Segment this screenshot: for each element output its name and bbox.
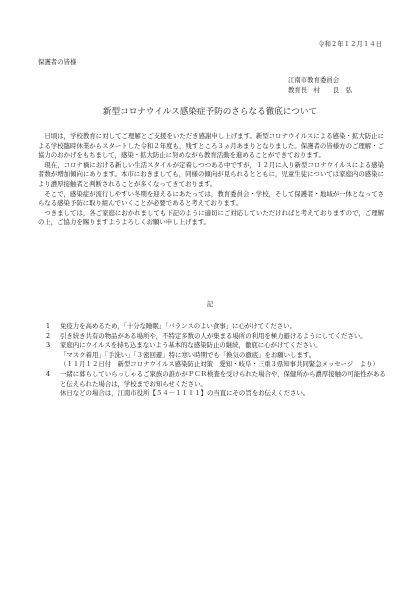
item-number: 3 <box>46 341 51 350</box>
item-text <box>60 341 386 370</box>
item-number: 1 <box>46 322 51 330</box>
list-item <box>46 322 386 332</box>
document-title: 新型コロナウイルス感染症予防のさらなる徹底について <box>102 107 318 117</box>
item-line: 免疫力を高めるため，「十分な睡眠」「バランスのよい食事」に心がけてください。 <box>60 322 296 330</box>
body-paragraph: 日頃は，学校教育に対してご理解とご支援をいただき感謝申し上げます。新型コロナウイルスによる感染・拡大防止による学校臨時休業からスタートした令和２年度も，残すところ３ヵ月あまりとなりました。保護者の皆様方のご理解・ご協力のおかげをもちまして，感染・拡大防止に努めながら教育活動を進めることができております。 <box>38 132 384 160</box>
item-text <box>60 322 386 332</box>
item-line: 一緒に暮らしていらっしゃるご家族の誰かがＰＣＲ検査を受けられた場合や，保健所から濃厚接触の可能性があると伝えられた場合は，学校までお知らせください。 <box>60 370 386 388</box>
sender-block <box>288 76 352 95</box>
list-item <box>46 370 386 399</box>
list-item <box>46 341 386 370</box>
body-paragraph: つきましては，各ご家庭におかれましても下記のように適切にご対応していただければと考えておりますので，ご理解の上，ご協力を賜りますようよろしくお願い申し上げます。 <box>38 208 384 227</box>
item-line: （１１月１２日付 新型コロナウイルス感染防止対策 愛知・岐阜・三重３県知事共同緊急メッセージ より） <box>60 360 379 369</box>
body-paragraph: 現在，コロナ禍における新しい生活スタイルが定着しつつある中ですが，１２月に入り新型コロナウイルスによる感染者数が増加傾向にあります。本市におきましても，同様の傾向が見られるとともに，児童生徒については家庭内の感染により濃厚接触者と判断されることが多くなってきております。 <box>38 160 384 189</box>
item-line: 家庭内にウイルスを持ち込まないよう基本的な感染防止の継続，徹底に心がけてください。 <box>60 341 322 350</box>
sender-title-name: 教育長 村 良 弘 <box>288 85 352 94</box>
item-text <box>60 370 386 399</box>
body-paragraph: そこで，感染症が流行しやすい冬期を迎えるにあたっては，教育委員会・学校，そして保護者・地域が一体となってさらなる感染予防に取り組んでいくことが必要であると考えております。 <box>38 189 384 208</box>
body-text <box>38 132 384 228</box>
item-line: 休日などの場合は，江南市役所【５４－１１１１】の当直にその旨をお伝えください。 <box>60 389 310 398</box>
ki-heading: 記 <box>206 300 214 308</box>
item-number: 4 <box>46 370 51 379</box>
item-list <box>46 322 386 399</box>
item-line: 「マスク着用」「手洗い」「３密回避」特に寒い時期でも「換気の徹底」をお願いします。 <box>60 350 316 359</box>
item-text <box>60 332 386 342</box>
addressee: 保護者の皆様 <box>38 58 77 66</box>
item-number: 2 <box>46 331 51 340</box>
document-date: 令和２年１２月１４日 <box>318 40 382 48</box>
list-item <box>46 332 386 342</box>
item-line: 引き続き共有の物品がある場所や，不特定多数の人が集まる場所の利用を極力避けるようにしてください。 <box>60 331 367 340</box>
sender-organization: 江南市教育委員会 <box>288 76 340 84</box>
